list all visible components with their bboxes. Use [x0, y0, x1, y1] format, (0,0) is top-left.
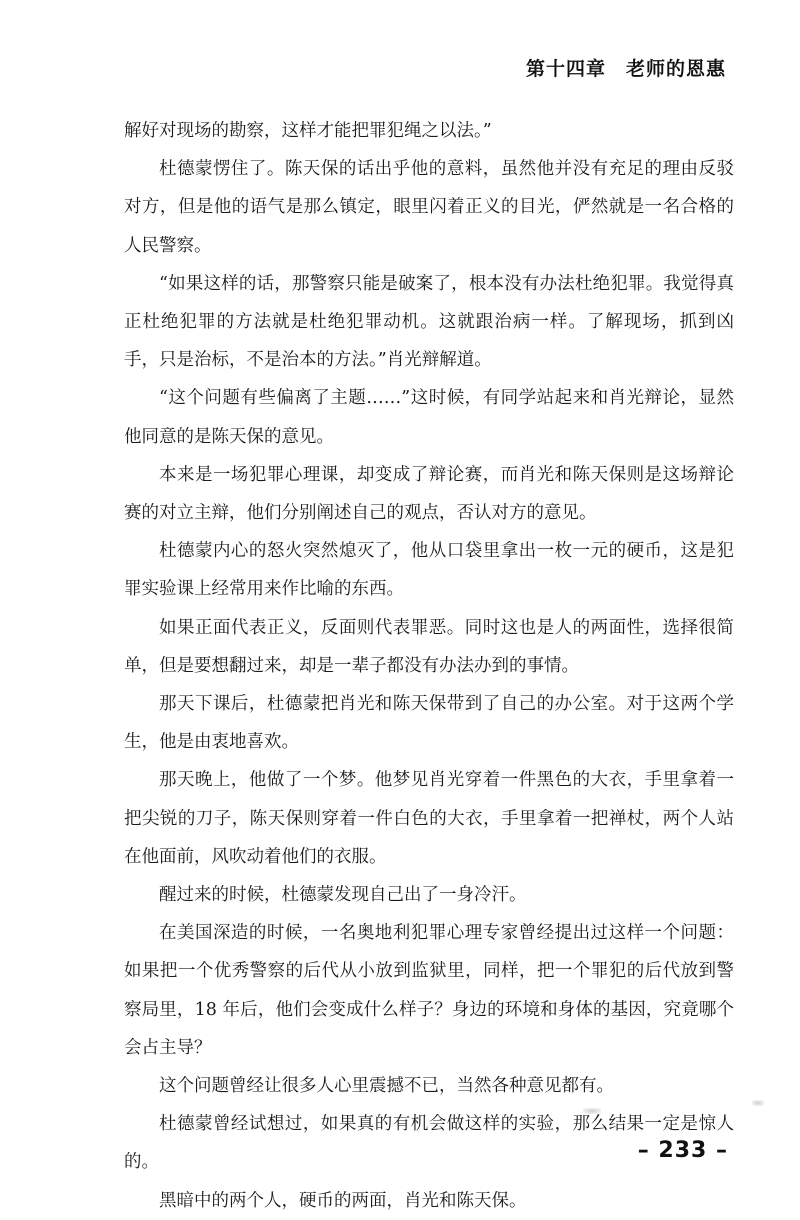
- paragraph: 杜德蒙内心的怒火突然熄灭了，他从口袋里拿出一枚一元的硬币，这是犯罪实验课上经常用来作比喻的东西。: [124, 541, 734, 600]
- scan-speck: [752, 1100, 764, 1106]
- paragraph: 这个问题曾经让很多人心里震撼不已，当然各种意见都有。: [159, 1076, 614, 1097]
- paragraph: 醒过来的时候，杜德蒙发现自己出了一身冷汗。: [159, 885, 527, 906]
- page-number: – 233 –: [637, 1138, 728, 1163]
- paragraph: 解好对现场的勘察，这样才能把罪犯绳之以法。”: [124, 121, 492, 141]
- scan-speck: [583, 1108, 601, 1114]
- paragraph: 那天下课后，杜德蒙把肖光和陈天保带到了自己的办公室。对于这两个学生，他是由衷地喜欢。: [124, 694, 734, 753]
- paragraph: 本来是一场犯罪心理课，却变成了辩论赛，而肖光和陈天保则是这场辩论赛的对立主辩，他们分别阐述自己的观点，否认对方的意见。: [124, 464, 734, 524]
- body-text: [124, 112, 734, 1220]
- paragraph: 在美国深造的时候，一名奥地利犯罪心理专家曾经提出过这样一个问题：如果把一个优秀警察的后代从小放到监狱里，同样，把一个罪犯的后代放到警察局里，18 年后，他们会变成什么样子？身边的环境和身体的基因，究竟哪个会占主导？: [124, 923, 734, 1058]
- paragraph: “如果这样的话，那警察只能是破案了，根本没有办法杜绝犯罪。我觉得真正杜绝犯罪的方法就是杜绝犯罪动机。这就跟治病一样。了解现场，抓到凶手，只是治标，不是治本的方法。”肖光辩解道。: [124, 273, 734, 371]
- paragraph: 杜德蒙愣住了。陈天保的话出乎他的意料，虽然他并没有充足的理由反驳对方，但是他的语气是那么镇定，眼里闪着正义的目光，俨然就是一名合格的人民警察。: [124, 159, 734, 256]
- paragraph: 黑暗中的两个人，硬币的两面，肖光和陈天保。: [159, 1190, 527, 1211]
- running-header: [0, 54, 726, 81]
- paragraph: 杜德蒙曾经试想过，如果真的有机会做这样的实验，那么结果一定是惊人的。: [124, 1114, 734, 1173]
- chapter-number: 第十四章: [525, 58, 606, 80]
- paragraph: 如果正面代表正义，反面则代表罪恶。同时这也是人的两面性，选择很简单，但是要想翻过来，却是一辈子都没有办法办到的事情。: [124, 617, 734, 676]
- paragraph: “这个问题有些偏离了主题……”这时候，有同学站起来和肖光辩论，显然他同意的是陈天保的意见。: [124, 388, 734, 447]
- paragraph: 那天晚上，他做了一个梦。他梦见肖光穿着一件黑色的大衣，手里拿着一把尖锐的刀子，陈天保则穿着一件白色的大衣，手里拿着一把禅杖，两个人站在他面前，风吹动着他们的衣服。: [124, 770, 734, 867]
- chapter-title: 老师的恩惠: [625, 58, 726, 80]
